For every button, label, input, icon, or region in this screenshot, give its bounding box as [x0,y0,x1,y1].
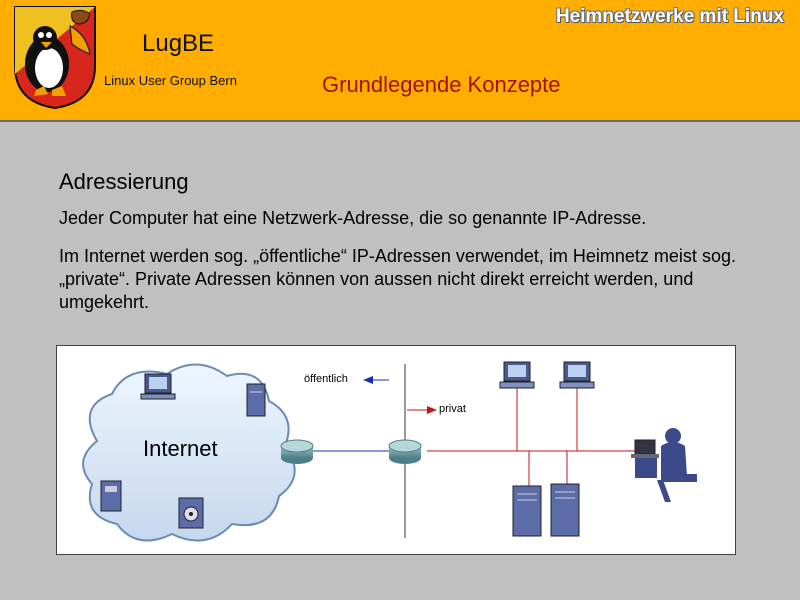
presentation-title: Heimnetzwerke mit Linux [555,6,784,27]
slide-header [0,0,800,122]
home-server-1-icon [513,486,541,536]
paragraph-public-private: Im Internet werden sog. „öffentliche“ IP-Adressen verwendet, im Heimnetz meist sog. „private“. Private Adressen können von aussen nicht direkt erreicht werden, und umgekehrt. [59,246,736,312]
internet-router-icon [281,440,313,464]
internet-fileserver-icon [101,481,121,511]
brand-name: LugBE [142,30,215,57]
home-pc-1-icon [500,362,534,388]
internet-pc-icon [141,374,175,399]
laptop-user-icon [631,428,697,502]
public-label: öffentlich [304,373,348,385]
home-server-2-icon [551,484,579,536]
section-title: Grundlegende Konzepte [322,72,561,97]
brand-subtitle: Linux User Group Bern [104,73,237,88]
internet-cloud-label: Internet [143,436,218,461]
bern-penguin-logo-icon [12,4,98,110]
home-router-icon [389,440,421,464]
paragraph-ip-address: Jeder Computer hat eine Netzwerk-Adresse, die so genannte IP-Adresse. [59,208,647,228]
network-diagram [56,345,736,555]
internet-server-icon [247,384,265,416]
home-pc-2-icon [560,362,594,388]
internet-cd-server-icon [179,498,203,528]
private-label: privat [439,403,466,415]
slide-title: Adressierung [59,169,189,194]
